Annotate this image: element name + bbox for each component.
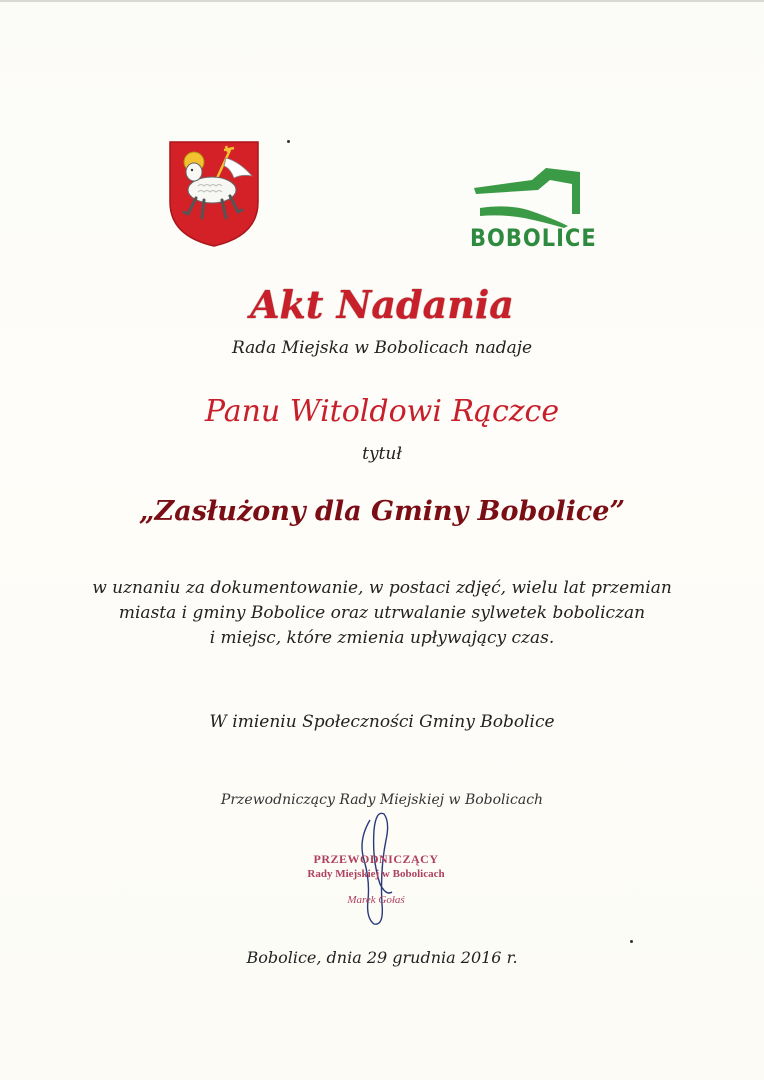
scan-speck xyxy=(287,140,290,143)
stamp-line: PRZEWODNICZĄCY xyxy=(313,852,439,866)
citation-line: w uznaniu za dokumentowanie, w postaci zdjęć, wielu lat przemian xyxy=(92,578,672,598)
citation-line: i miejsc, które zmienia upływający czas. xyxy=(209,628,555,648)
document-subtitle: Rada Miejska w Bobolicach nadaje xyxy=(231,338,533,358)
citation-line: miasta i gminy Bobolice oraz utrwalanie sylwetek boboliczan xyxy=(118,603,646,623)
honor-title: „Zasłużony dla Gminy Bobolice” xyxy=(138,496,626,527)
stamp-name: Marek Gołaś xyxy=(347,894,405,906)
citation-text xyxy=(0,576,764,651)
document-title: Akt Nadania xyxy=(250,282,514,327)
logo-text: BOBOLICE xyxy=(470,224,597,252)
scan-speck xyxy=(630,940,633,943)
scan-edge-line xyxy=(0,0,764,2)
issue-date: Bobolice, dnia 29 grudnia 2016 r. xyxy=(246,948,518,967)
stamp-line: Rady Miejskiej w Bobolicach xyxy=(307,868,445,880)
coat-of-arms-lamb-icon xyxy=(168,140,260,248)
chairman-caption: Przewodniczący Rady Miejskiej w Bobolicach xyxy=(220,792,544,808)
title-word: tytuł xyxy=(362,444,402,464)
official-stamp xyxy=(250,852,502,906)
recipient-name: Panu Witoldowi Rączce xyxy=(204,394,560,429)
on-behalf-line: W imieniu Społeczności Gminy Bobolice xyxy=(209,712,555,732)
